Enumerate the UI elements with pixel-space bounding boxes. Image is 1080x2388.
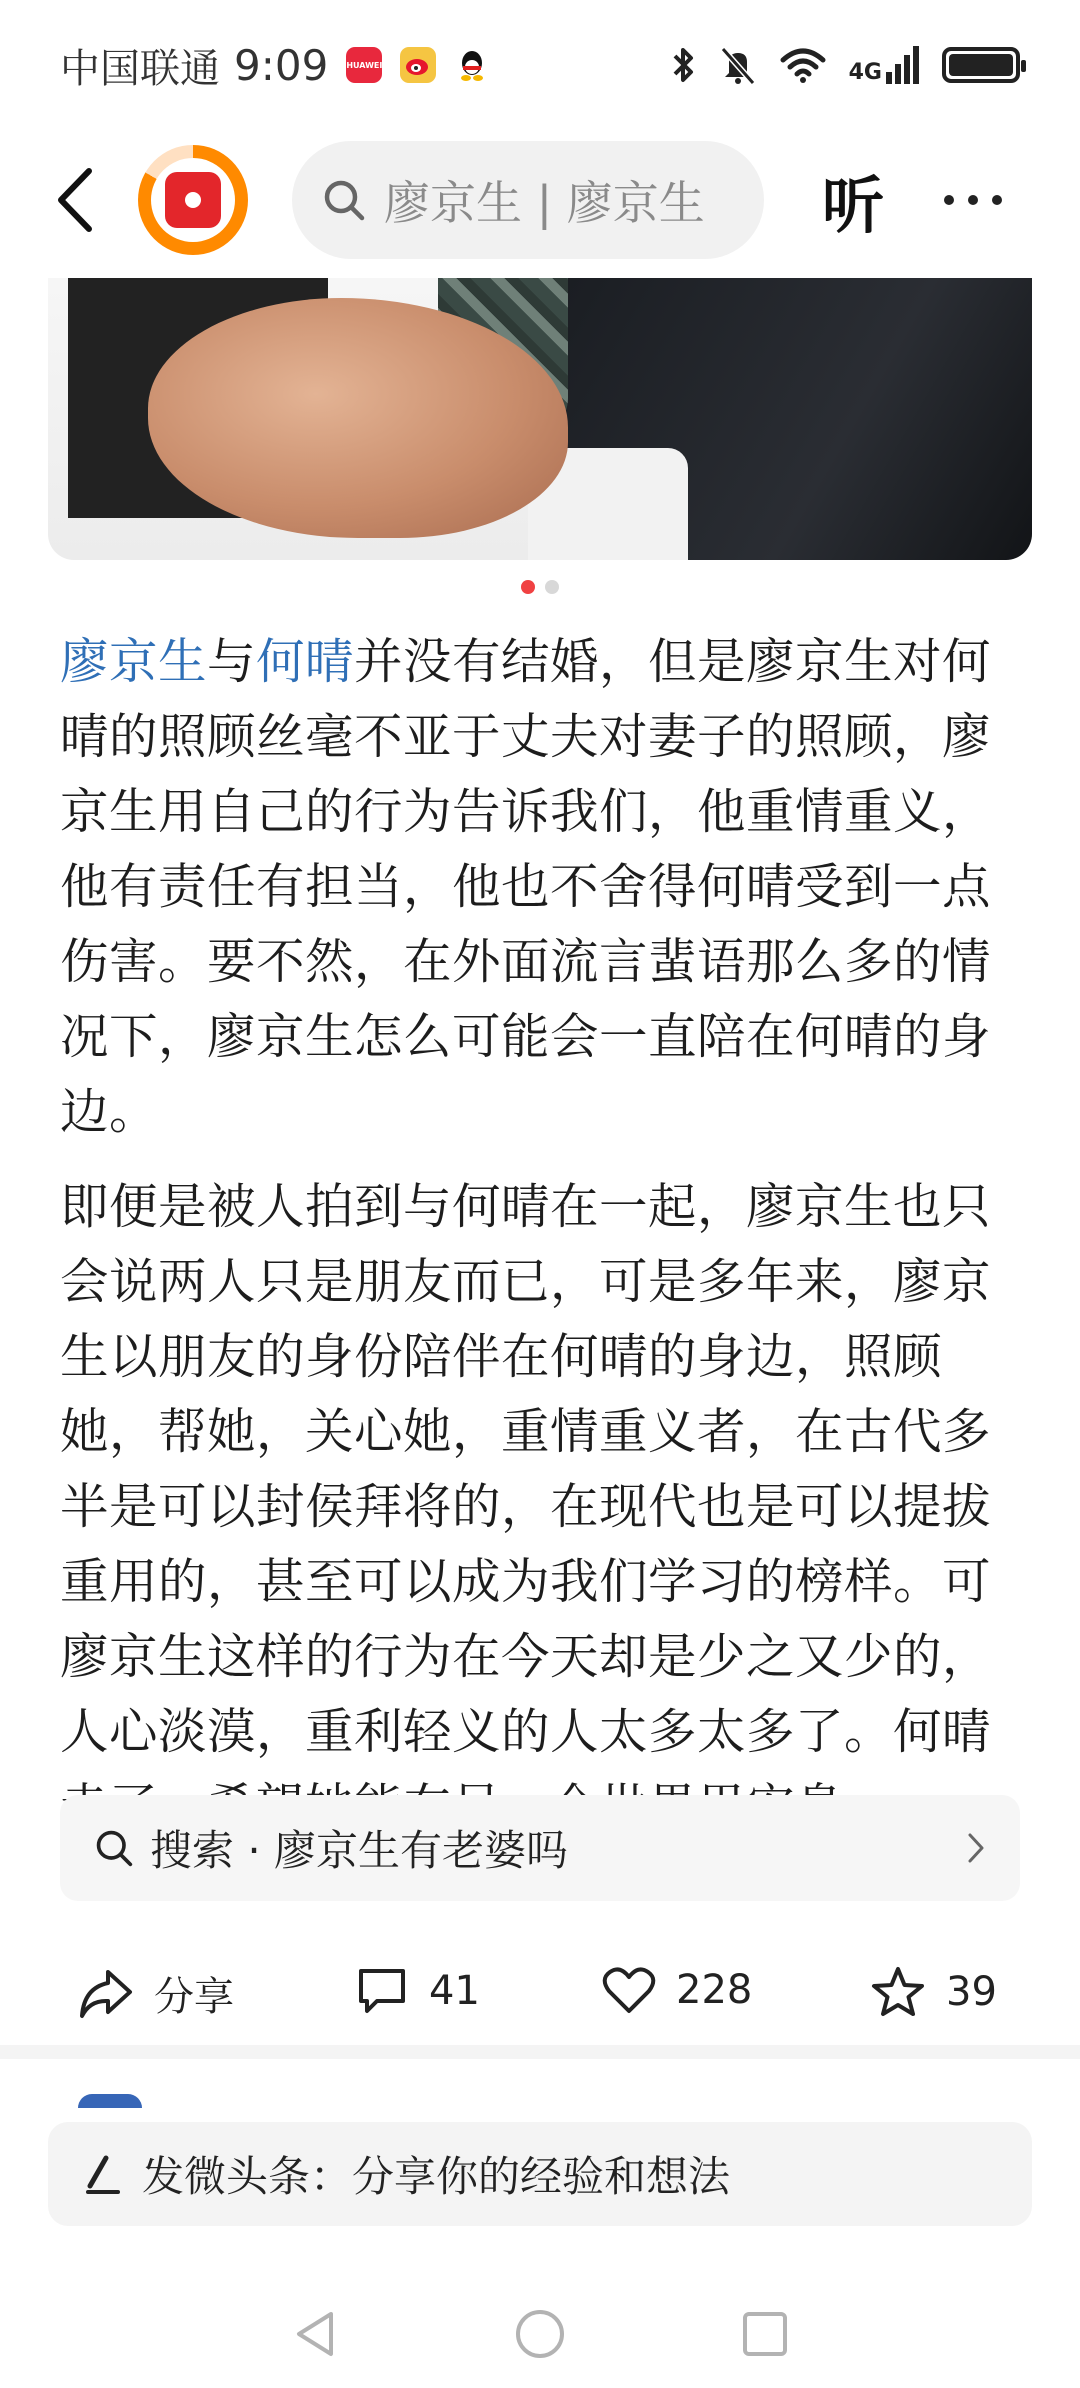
related-search-card[interactable] [60, 1795, 1020, 1901]
more-dot [944, 195, 954, 205]
chevron-right-icon [966, 1831, 986, 1865]
cellular-signal [849, 46, 920, 84]
compose-placeholder: 发微头条：分享你的经验和想法 [142, 2152, 731, 2201]
avatar[interactable] [78, 2094, 142, 2108]
entity-link-liao-jingsheng[interactable]: 廖京生 [60, 634, 208, 690]
logo-core [165, 172, 221, 228]
entity-link-he-qing[interactable]: 何晴 [256, 634, 355, 690]
comment-count: 41 [429, 1968, 480, 2014]
favorite-count: 39 [946, 1969, 997, 2015]
signal-bars-icon [886, 46, 920, 84]
search-icon [322, 178, 366, 222]
related-search-label: 搜索 · 廖京生有老婆吗 [150, 1826, 569, 1875]
status-left [60, 37, 490, 94]
more-dot [992, 195, 1002, 205]
carousel-dot-active [521, 580, 535, 594]
clock: 9:09 [234, 40, 329, 90]
heart-icon [602, 1965, 656, 2015]
bluetooth-icon [671, 45, 697, 85]
chevron-left-icon [55, 167, 95, 233]
pen-icon [82, 2152, 122, 2196]
huawei-app-icon [346, 47, 382, 83]
weibo-icon [400, 47, 436, 83]
logo-dot [185, 192, 201, 208]
top-nav-bar [0, 130, 1080, 270]
nav-home-icon[interactable] [514, 2308, 566, 2360]
share-label: 分享 [154, 1974, 234, 2020]
action-bar [0, 1925, 1080, 2055]
comment-icon [355, 1965, 409, 2017]
paragraph-text: 与 [207, 634, 257, 690]
huawei-label: HUAWEI [346, 60, 383, 70]
comment-button[interactable] [355, 1965, 480, 2017]
share-icon [78, 1968, 134, 2020]
more-options-button[interactable] [944, 195, 1002, 205]
article-image[interactable] [48, 278, 1032, 560]
carousel-dot [545, 580, 559, 594]
battery-icon [942, 47, 1020, 83]
carrier-label: 中国联通 [60, 45, 220, 92]
like-button[interactable] [602, 1965, 752, 2015]
star-icon [870, 1965, 926, 2019]
favorite-button[interactable] [870, 1965, 997, 2019]
like-count: 228 [676, 1967, 753, 2013]
article-body [60, 625, 1020, 1845]
carousel-indicator [0, 580, 1080, 594]
nav-back-icon[interactable] [291, 2308, 339, 2360]
share-button[interactable] [78, 1965, 234, 2022]
search-bar[interactable] [292, 141, 764, 259]
network-type-label: 4G [848, 60, 882, 85]
wifi-icon [779, 46, 827, 84]
nav-recents-icon[interactable] [741, 2310, 789, 2358]
paragraph-text: 并没有结婚，但是廖京生对何晴的照顾丝毫不亚于丈夫对妻子的照顾，廖京生用自己的行为告诉我们，他重情重义，他有责任有担当，他也不舍得何晴受到一点伤害。要不然，在外面流言蜚语那么多的情况下，廖京生怎么可能会一直陪在何晴的身边。 [60, 634, 992, 1140]
section-divider [0, 2045, 1080, 2059]
qq-icon [454, 47, 490, 83]
article-paragraph-1 [60, 625, 1020, 1150]
compose-post-bar[interactable] [48, 2122, 1032, 2226]
mute-bell-icon [719, 45, 757, 85]
search-query: 廖京生 | 廖京生 [384, 176, 705, 230]
search-icon [94, 1828, 134, 1868]
status-bar [0, 0, 1080, 130]
battery-level [949, 54, 1013, 76]
listen-button[interactable]: 听 [822, 168, 885, 242]
status-right [671, 45, 1020, 85]
article-paragraph-2: 即便是被人拍到与何晴在一起，廖京生也只会说两人只是朋友而已，可是多年来，廖京生以朋友的身份陪伴在何晴的身边，照顾她，帮她，关心她，重情重义者，在古代多半是可以封侯拜将的，在现代也是可以提拔重用的，甚至可以成为我们学习的榜样。可廖京生这样的行为在今天却是少之又少的，人心淡漠，重利轻义的人太多太多了。何晴 [60, 1179, 992, 1760]
system-nav-bar [0, 2280, 1080, 2388]
toutiao-logo[interactable] [138, 145, 248, 255]
logo-inner [151, 158, 235, 242]
back-button[interactable] [50, 160, 100, 240]
more-dot [968, 195, 978, 205]
